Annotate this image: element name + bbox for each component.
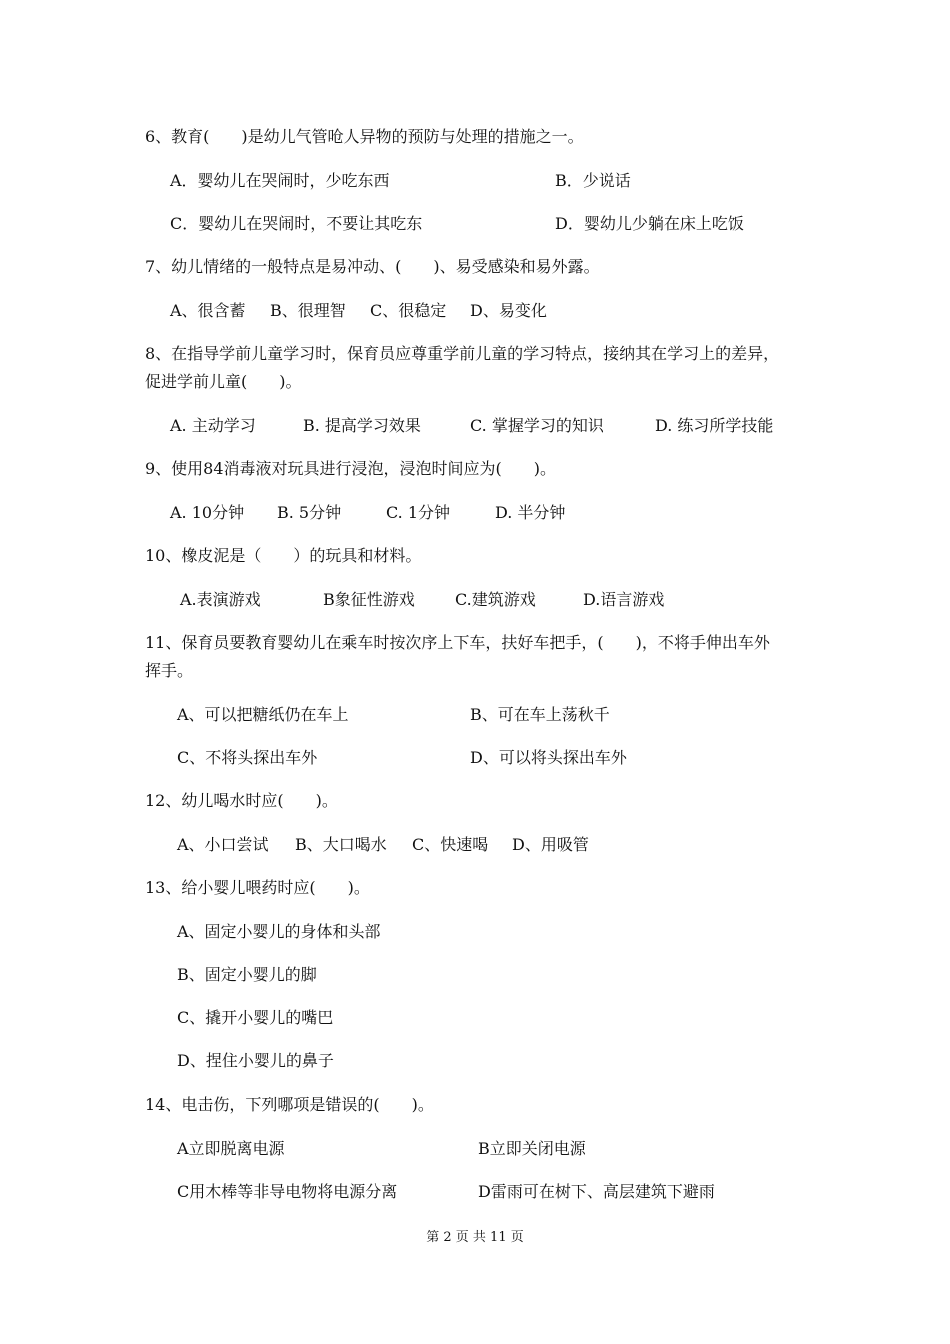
question-12-text: 12、幼儿喝水时应( )。	[145, 791, 338, 810]
question-9-option-c: C. 1分钟	[386, 503, 451, 522]
question-12-option-a: A、小口尝试	[177, 835, 269, 854]
question-11-option-d: D、可以将头探出车外	[470, 748, 627, 767]
question-14-option-b: B立即关闭电源	[478, 1139, 586, 1158]
question-6-text: 6、教育( )是幼儿气管呛人异物的预防与处理的措施之一。	[145, 127, 584, 146]
question-12-option-c: C、快速喝	[412, 835, 489, 854]
question-8-option-d: D. 练习所学技能	[655, 416, 774, 435]
question-11-option-a: A、可以把糖纸仍在车上	[177, 705, 349, 724]
question-10-option-b: B象征性游戏	[323, 590, 415, 609]
question-9-text: 9、使用84消毒液对玩具进行浸泡，浸泡时间应为( )。	[145, 459, 557, 478]
question-14-option-d: D雷雨可在树下、高层建筑下避雨	[478, 1182, 715, 1201]
question-11-text-line-1: 11、保育员要教育婴幼儿在乘车时按次序上下车，扶好车把手，( )，不将手伸出车外	[145, 633, 770, 652]
question-9-option-d: D. 半分钟	[495, 503, 566, 522]
question-8-text-line-2: 促进学前儿童( )。	[145, 372, 302, 391]
question-8-option-c: C. 掌握学习的知识	[470, 416, 604, 435]
question-11-text-line-2: 挥手。	[145, 661, 194, 680]
question-12-option-d: D、用吸管	[512, 835, 589, 854]
question-7-option-d: D、易变化	[470, 301, 547, 320]
question-13-option-a: A、固定小婴儿的身体和头部	[177, 922, 381, 941]
question-12-option-b: B、大口喝水	[295, 835, 387, 854]
question-6-option-c: C．婴幼儿在哭闹时，不要让其吃东	[170, 214, 423, 233]
question-8-option-a: A. 主动学习	[170, 416, 256, 435]
question-10-option-a: A.表演游戏	[180, 590, 261, 609]
question-14-option-c: C用木棒等非导电物将电源分离	[177, 1182, 398, 1201]
question-14-option-a: A立即脱离电源	[177, 1139, 285, 1158]
question-13-option-b: B、固定小婴儿的脚	[177, 965, 317, 984]
question-13-text: 13、给小婴儿喂药时应( )。	[145, 878, 370, 897]
question-9-option-b: B. 5分钟	[277, 503, 342, 522]
question-7-option-b: B、很理智	[270, 301, 346, 320]
question-11-option-b: B、可在车上荡秋千	[470, 705, 610, 724]
question-11-option-c: C、不将头探出车外	[177, 748, 318, 767]
question-8-option-b: B. 提高学习效果	[303, 416, 421, 435]
question-7-option-c: C、很稳定	[370, 301, 447, 320]
question-7-option-a: A、很含蓄	[170, 301, 246, 320]
question-14-text: 14、电击伤，下列哪项是错误的( )。	[145, 1095, 434, 1114]
question-6-option-d: D．婴幼儿少躺在床上吃饭	[555, 214, 744, 233]
question-7-text: 7、幼儿情绪的一般特点是易冲动、( )、易受感染和易外露。	[145, 257, 600, 276]
question-10-option-c: C.建筑游戏	[455, 590, 536, 609]
question-10-option-d: D.语言游戏	[583, 590, 665, 609]
question-9-option-a: A. 10分钟	[170, 503, 245, 522]
question-8-text-line-1: 8、在指导学前儿童学习时，保育员应尊重学前儿童的学习特点，接纳其在学习上的差异，	[145, 344, 780, 363]
question-6-option-a: A．婴幼儿在哭闹时，少吃东西	[170, 171, 390, 190]
page-footer: 第 2 页 共 11 页	[426, 1230, 524, 1245]
question-10-text: 10、橡皮泥是（ ）的玩具和材料。	[145, 546, 422, 565]
question-6-option-b: B．少说话	[555, 171, 631, 190]
question-13-option-c: C、撬开小婴儿的嘴巴	[177, 1008, 334, 1027]
question-13-option-d: D、捏住小婴儿的鼻子	[177, 1051, 334, 1070]
